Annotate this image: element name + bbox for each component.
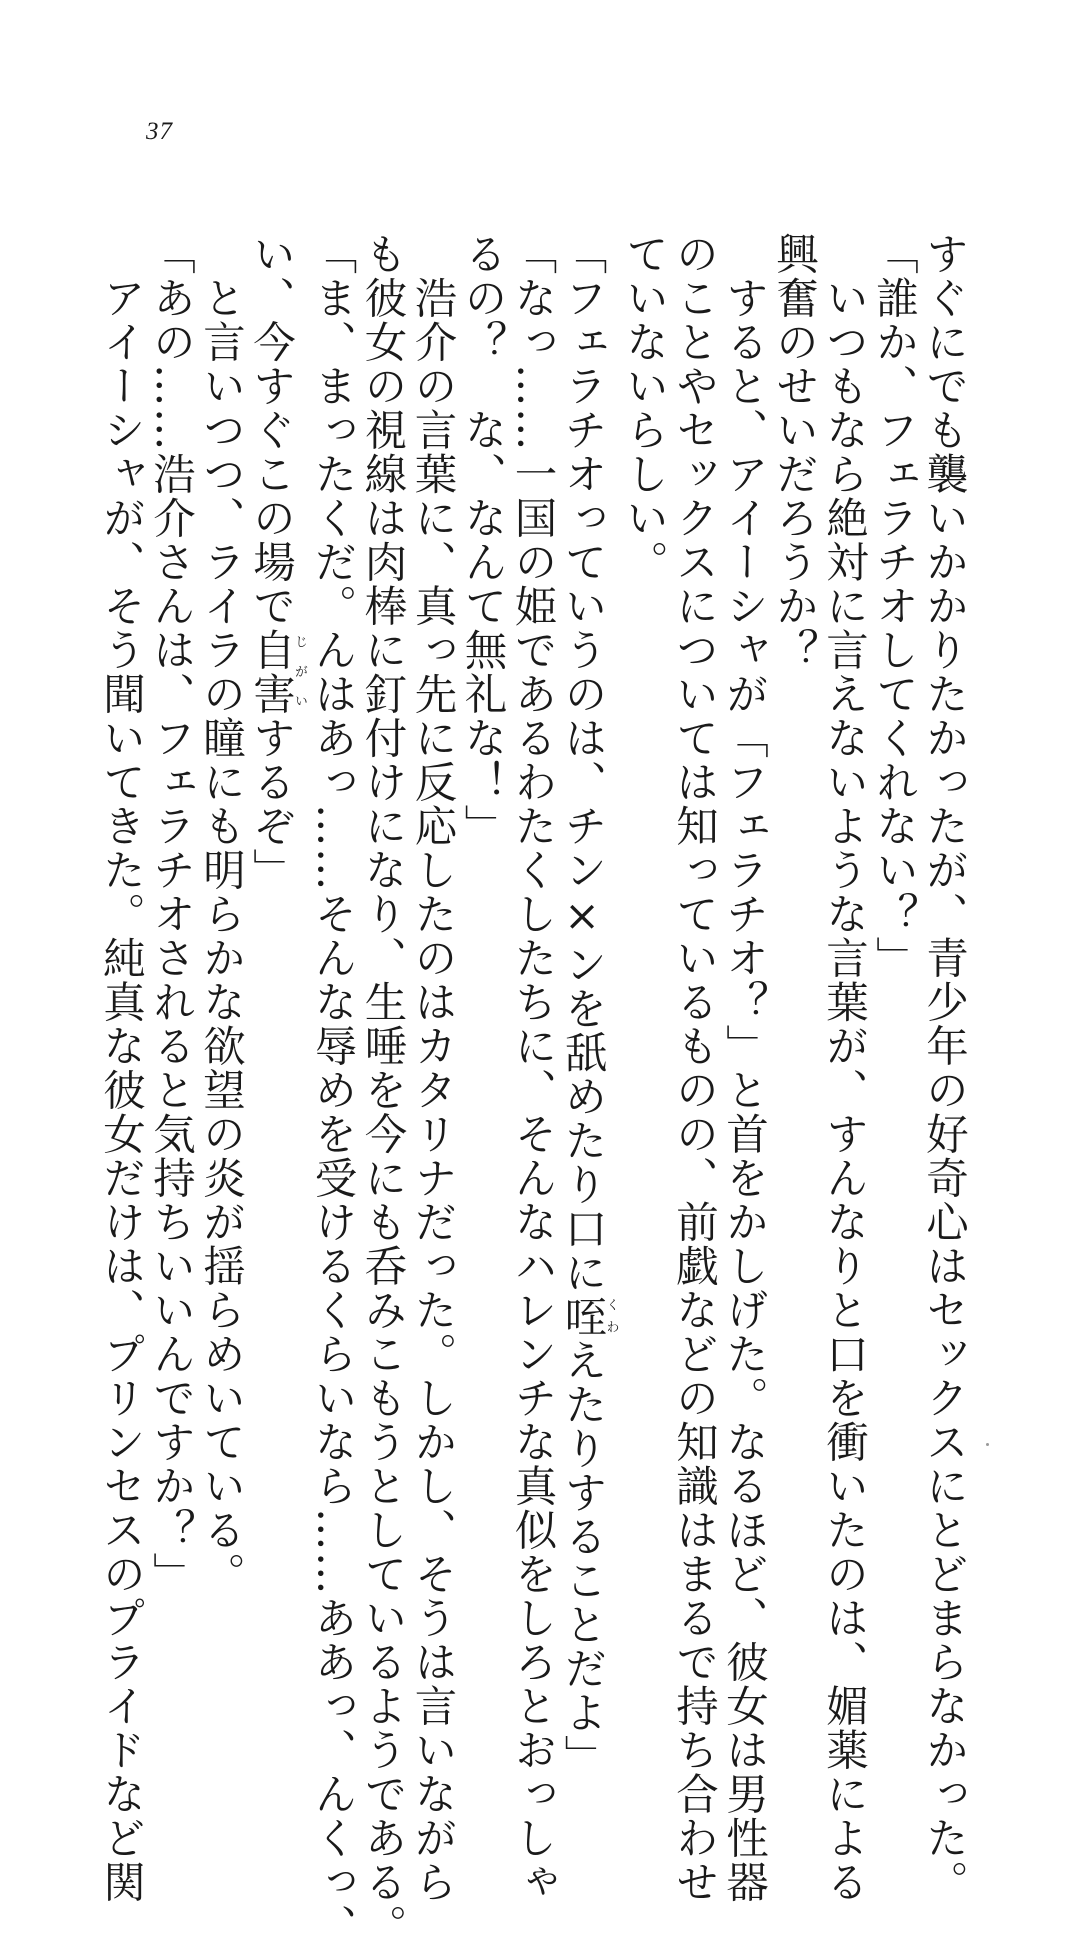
- scan-speck: [986, 1443, 989, 1446]
- text-line-11: 浩介の言葉に、真っ先に反応したのはカタリナだった。しかし、そうは言いながら: [407, 232, 457, 1904]
- text-line-14-head: い、今すぐこの場で: [246, 232, 295, 628]
- text-line-7: ていないらしい。: [619, 232, 668, 584]
- text-line-17: アイーシャが、そう聞いてきた。純真な彼女だけは、プリンセスのプライドなど関: [96, 232, 145, 1904]
- ruby-kuwa-base: 咥: [557, 1294, 607, 1339]
- text-line-8-tail: えたりすることだよ」: [557, 1338, 607, 1779]
- text-line-9: 「なっ……一国の姫であるわたくしたちに、そんなハレンチな真似をしろとおっしゃ: [507, 232, 557, 1904]
- ruby-kuwa: [557, 1294, 619, 1339]
- ruby-kuwa-reading: くわ: [603, 1294, 619, 1339]
- ruby-jigai-reading: じがい: [292, 628, 307, 716]
- text-line-4: 興奮のせいだろうか？: [769, 232, 818, 672]
- text-line-1: すぐにでも襲いかかりたかったが、青少年の好奇心はセックスにとどまらなかった。: [919, 232, 968, 1904]
- ruby-jigai: [246, 628, 307, 716]
- text-line-2: 「誰か、フェラチオしてくれない？」: [869, 232, 918, 980]
- ruby-jigai-base: 自害: [246, 628, 295, 716]
- text-line-6: のことやセックスについては知っているものの、前戯などの知識はまるで持ち合わせ: [669, 232, 718, 1904]
- text-line-15: と言いつつ、ライラの瞳にも明らかな欲望の炎が揺らめいている。: [196, 232, 245, 1596]
- text-line-14: [245, 232, 307, 1522]
- text-line-13: 「ま、まったくだ。んはあっ……そんな辱めを受けるくらいなら……ああっ、んくっ、: [307, 232, 357, 1948]
- text-line-8: [557, 232, 619, 1779]
- text-line-8-head: 「フェラチオっていうのは、チン×ンを舐めたり口に: [557, 232, 607, 1295]
- text-line-3: いつもなら絶対に言えないような言葉が、すんなりと口を衝いたのは、媚薬による: [819, 232, 868, 1904]
- page-number: 37: [146, 118, 173, 145]
- novel-text-body: [96, 232, 968, 1948]
- text-line-16: 「あの……浩介さんは、フェラチオされると気持ちいいんですか？」: [146, 232, 195, 1596]
- text-line-5: すると、アイーシャが「フェラチオ？」と首をかしげた。なるほど、彼女は男性器: [719, 232, 768, 1904]
- text-line-10: るの？ な、なんて無礼な！」: [457, 232, 507, 848]
- text-line-12: も彼女の視線は肉棒に釘付けになり、生唾を今にも呑みこもうとしているようである。: [357, 232, 407, 1948]
- text-line-14-tail: するぞ」: [246, 716, 295, 892]
